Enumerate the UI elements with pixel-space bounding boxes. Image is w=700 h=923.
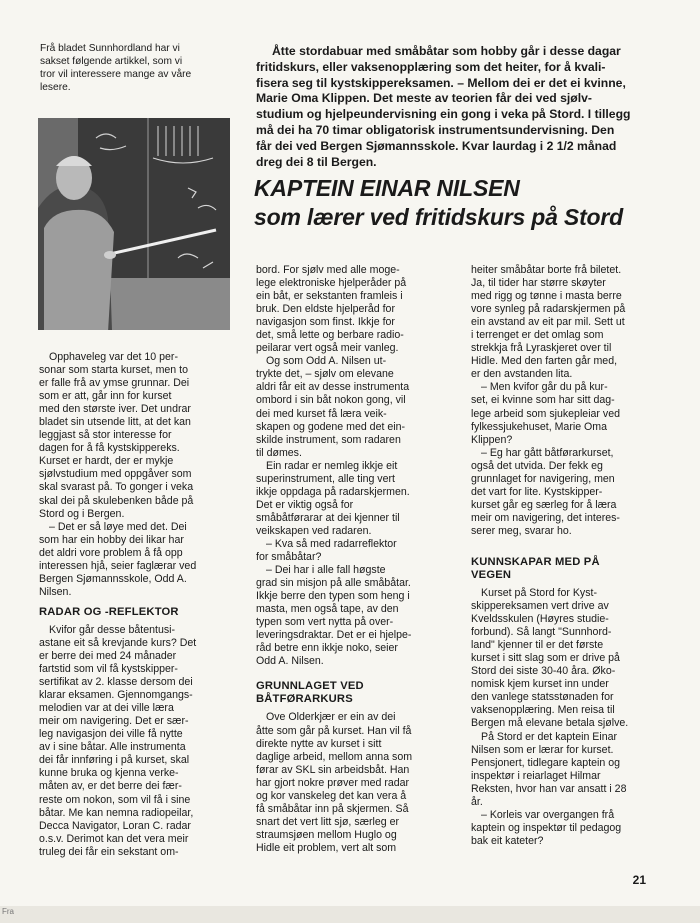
subheading: RADAR OG -REFLEKTOR bbox=[39, 605, 179, 618]
lead-paragraph: Åtte stordabuar med småbåtar som hobby går i desse dagar fritidskurs, eller vaksenopplæring som det heiter, for å kvali- fisera seg til kystskippereksamen. – Mellom dei er det ei kvinne, Marie Oma Klippen. Det meste av teorien får dei ved sjølv- studium og hjelpeundervisning ein gong i veka på Stord. I tillegg må dei ha 70 timar obligatorisk instrumentsundervisning. Den får dei ved Bergen Sjømannsskole. Kvar laurdag i 2 1/2 månad dreg dei 8 til Bergen. bbox=[256, 44, 631, 169]
paragraph: På Stord er det kaptein Einar Nilsen som er lærar for kurset. Pensjonert, tidlegare kaptein og inspektør i reiarlaget Hilmar Reksten, hvor han var ansatt i 28 år. bbox=[471, 730, 627, 808]
subheading: GRUNNLAGET VED BÅTFØRARKURS bbox=[256, 680, 364, 706]
column-3 bbox=[471, 264, 647, 848]
bottom-mark: Fra bbox=[2, 907, 14, 916]
intro-note: Frå bladet Sunnhordland har vi sakset følgende artikkel, som vi tror vil interessere mange av våre lesere. bbox=[40, 43, 192, 93]
paragraph: Kurset på Stord for Kyst- skippereksamen vert drive av Kveldsskulen (Høyres studie- forbund). Så langt "Sunnhord- land" kjenner til er det første kurset i sitt slag som er drive på Stord dei siste 30-40 åra. Øko- nomisk kjem kurset inn under den vanlege statsstønaden for vaksenopplæring. Men reisa til Bergen må elevane betala sjølve. bbox=[471, 586, 629, 730]
page-number: 21 bbox=[632, 873, 646, 887]
paragraph: Kvifor går desse båtentusi- astane eit så krevjande kurs? Det er berre dei med 24 månader fartstid som vil få kystskipper- sertifikat av 2. klasse dersom dei klarar eksamen. Gjennomgangs- melodien var at dei ville læra meir om navigering. Det er sær- leg navigasjon dei ville få nytte av i sine båtar. Alle instrumenta dei får innføring i på kurset, skal kunne bruka og kjenna verke- måten av, er det berre dei fær- reste om nokon, som vil få i sine båtar. Me kan nemna radiopeilar, Decca Navigator, Loran C. radar o.s.v. Derimot kan det vera meir truleg dei får ein sekstant om- bbox=[39, 623, 197, 858]
paragraph: – Men kvifor går du på kur- set, ei kvinne som har sitt dag- lege arbeid som sjukepleiar ved fylkessjukehuset, Marie Oma Klippen? bbox=[471, 381, 620, 446]
paragraph: Og som Odd A. Nilsen ut- trykte det, – sjølv om elevane aldri får eit av desse instrumenta ombord i sin båt nokon gong, vil dei med kurset få læra veik- skapen og godene med det ein- skilde instrument, som radaren til dømes. bbox=[256, 355, 410, 459]
paragraph: – Korleis var overgangen frå kaptein og inspektør til pedagog bak eit kateter? bbox=[471, 808, 622, 847]
paragraph: – Eg har gått båtførarkurset, også det utvida. Der fekk eg grunnlaget for navigering, men det vart for lite. Kystskipper- kurset går eg særleg for å læra meir om navigering, det interes- serer meg, svarar ho. bbox=[471, 446, 620, 537]
column-2 bbox=[256, 264, 432, 855]
paragraph: bord. For sjølv med alle moge- lege elektroniske hjelperåder på ein båt, er sekstanten framleis i bruk. Den eldste hjelperåd for navigasjon som finst. Ikkje for det, små lette og berbare radio- peilarar vert også meir vanleg. bbox=[256, 264, 407, 355]
paragraph: – Kva så med radarreflektor for småbåtar? bbox=[256, 537, 397, 564]
paragraph: Ove Olderkjær er ein av dei åtte som går på kurset. Han vil få direkte nytte av kurset i sitt daglige arbeid, mellom anna som førar av SKL sin arbeidsbåt. Han har gjort nokre prøver med radar og kor vanskeleg det kan vera å få småbåtar inn på skjermen. Så snart det vert litt sjø, særleg er straumsjøen mellom Huglo og Hidle eit problem, vert alt som bbox=[256, 711, 413, 854]
paragraph: Opphaveleg var det 10 per- sonar som starta kurset, men to er falle frå av ymse grunnar. Dei som er att, går inn for kurset med den største iver. Det undrar bladet sin utsende litt, at det kan leggjast så stor interesse for dagen for å få kystskippereks. Kurset er hardt, der er mykje sjølvstudium med oppgåver som skal svarast på. To gonger i veka skal dei på skulebenken både på Stord og i Bergen. bbox=[39, 351, 194, 520]
paragraph: – Dei har i alle fall høgste grad sin misjon på alle småbåtar. Ikkje berre den typen som heng i masta, men også tape, av den typen som vert nytta på over- leveringsdraktar. Det er ei hjelpe- råd betre enn ikkje noko, seier Odd A. Nilsen. bbox=[256, 564, 412, 668]
article-headline: KAPTEIN EINAR NILSEN som lærer ved fritidskurs på Stord bbox=[254, 175, 623, 230]
paragraph: Ein radar er nemleg ikkje eit superinstrument, alle ting vert ikkje oppdaga på radarskjermen. Det er viktig også for småbåtførarar at dei kjenner til veikskapen ved radaren. bbox=[256, 459, 410, 537]
column-1 bbox=[39, 351, 211, 859]
subheading: KUNNSKAPAR MED PÅ VEGEN bbox=[471, 555, 600, 581]
scan-bottom-strip bbox=[0, 906, 700, 923]
paragraph: – Det er så løye med det. Dei som har ein hobby dei likar har det aldri vore problem å få opp interessen hjå, seier faglærar ved Bergen Sjømannsskole, Odd A. Nilsen. bbox=[39, 520, 197, 598]
paragraph: heiter småbåtar borte frå biletet. Ja, til tider har større skøyter med rigg og tønne i masta berre vore synleg på radarskjermen på ein avstand av eit par mil. Sett ut i terrenget er det omlag som strekkja frå Lyraskjeret over til Hidle. Med den farten går med, er den avstanden lita. bbox=[471, 264, 626, 381]
teacher-photo bbox=[38, 118, 230, 330]
